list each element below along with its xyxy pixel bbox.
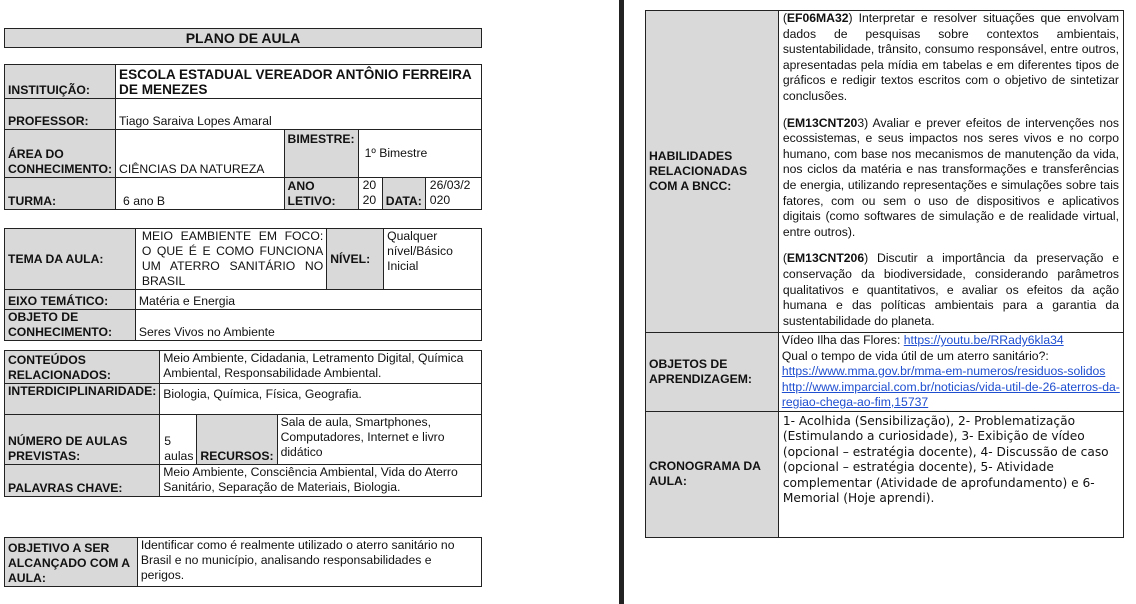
objetivo-label: OBJETIVO A SER ALCANÇADO COM A AULA: (5, 538, 138, 587)
habilidade-code: EF06MA32 (786, 11, 849, 25)
conteudos-value: Meio Ambiente, Cidadania, Letramento Digital, Química Ambiental, Responsabilidade Ambiental. (160, 351, 482, 384)
habilidade-text: ) Interpretar e resolver situações que envolvam dados de pesquisas sobre contextos ambientais, sustentabilidade, trânsito, consumo responsável, entre outros, apresentadas pela mídia em tabelas e em diferentes tipos de gráficos e redigir textos escritos com o objetivo de sintetizar conclusões. (782, 11, 1119, 103)
cronograma-label: CRONOGRAMA DA AULA: (646, 411, 779, 537)
area-value: CIÊNCIAS DA NATUREZA (116, 130, 285, 178)
question-text: Qual o tempo de vida útil de um aterro sanitário?: (781, 348, 1049, 363)
recursos-value: Sala de aula, Smartphones, Computadores, Internet e livro didático (277, 415, 481, 465)
professor-label: PROFESSOR: (5, 99, 116, 130)
header-info-table (4, 64, 482, 210)
turma-value: 6 ano B (116, 178, 285, 210)
page-title: PLANO DE AULA (4, 28, 482, 48)
interdisciplinaridade-value: Biologia, Química, Física, Geografia. (160, 384, 482, 415)
conteudos-table (4, 350, 482, 497)
data-value: 26/03/2020 (425, 178, 481, 210)
professor-value: Tiago Saraiva Lopes Amaral (116, 99, 482, 130)
ano-letivo-value: 2020 (358, 178, 382, 210)
objetos-aprendizagem-value (778, 333, 1123, 412)
video-link[interactable]: https://youtu.be/RRady6kla34 (903, 333, 1064, 347)
habilidade-text: ) Avaliar e prever efeitos de intervenções nos ecossistemas, e seus impactos nos seres vivos e no corpo humano, com base nos mecanismos de manutenção da vida, nos ciclos da matéria e nas transformações e transferências de energia, utilizando representações e simulações sobre tais fatores, com ou sem o uso de dispositivos e aplicativos digitais (como softwares de simulação e de realidade virtual, entre outros). (782, 115, 1119, 239)
interdisciplinaridade-label: INTERDICIPLINARIDADE: (5, 384, 160, 415)
tema-value: MEIO EAMBIENTE EM FOCO: O QUE É E COMO FUNCIONA UM ATERRO SANITÁRIO NO BRASIL (135, 229, 326, 290)
data-label: DATA: (382, 178, 425, 210)
ano-letivo-label: ANO LETIVO: (284, 178, 358, 210)
objeto-value: Seres Vivos no Ambiente (135, 310, 481, 341)
conteudos-label: CONTEÚDOS RELACIONADOS: (5, 351, 160, 384)
num-aulas-label: NÚMERO DE AULAS PREVISTAS: (5, 415, 160, 465)
imparcial-link[interactable]: http://www.imparcial.com.br/noticias/vida-util-de-26-aterros-da-regiao-chega-ao-fim,15737 (781, 379, 1120, 409)
palavras-label: PALAVRAS CHAVE: (5, 465, 160, 497)
num-aulas-value: 5 aulas (160, 415, 197, 465)
tema-label: TEMA DA AULA: (5, 229, 136, 290)
area-label: ÁREA DO CONHECIMENTO: (5, 130, 116, 178)
mma-link[interactable]: https://www.mma.gov.br/mma-em-numeros/residuos-solidos (781, 364, 1106, 378)
bimestre-label: BIMESTRE: (284, 130, 358, 178)
eixo-value: Matéria e Energia (135, 290, 481, 310)
cronograma-value: 1- Acolhida (Sensibilização), 2- Problematização (Estimulando a curiosidade), 3- Exibição de vídeo (opcional – estratégia docente), 4- Discussão de caso (opcional – estratégia docente), 5- Atividade complementar (Atividade de aprofundamento) e 6- Memorial (Hoje aprendi). (778, 411, 1123, 537)
bimestre-value: 1º Bimestre (358, 130, 481, 178)
tema-table (4, 228, 482, 341)
recursos-label: RECURSOS: (197, 415, 277, 465)
instituicao-value: ESCOLA ESTADUAL VEREADOR ANTÔNIO FERREIRA DE MENEZES (116, 65, 482, 99)
turma-label: TURMA: (5, 178, 116, 210)
page-divider (619, 0, 624, 604)
habilidade-code: EM13CNT206 (786, 251, 865, 266)
instituicao-label: INSTITUIÇÃO: (5, 65, 116, 99)
habilidade-text: ) Discutir a importância da preservação e conservação da biodiversidade, considerando parâmetros qualitativos e quantitativos, e avaliar os efeitos da ação humana e das políticas ambientais para a garantia da sustentabilidade do planeta. (782, 251, 1119, 328)
habilidade-code: EM13CNT20 (786, 115, 858, 130)
objetivo-table (4, 537, 482, 587)
habilidade-code-tail: 3 (857, 115, 865, 130)
nivel-label: NÍVEL: (327, 229, 384, 290)
habilidades-label: HABILIDADES RELACIONADAS COM A BNCC: (646, 11, 779, 333)
nivel-value: Qualquer nível/Básico Inicial (384, 229, 482, 290)
palavras-value: Meio Ambiente, Consciência Ambiental, Vida do Aterro Sanitário, Separação de Materiais, Biologia. (160, 465, 482, 497)
habilidades-value (778, 11, 1123, 333)
objetos-aprendizagem-label: OBJETOS DE APRENDIZAGEM: (646, 333, 779, 412)
objetivo-value: Identificar como é realmente utilizado o aterro sanitário no Brasil e no município, analisando responsabilidades e perigos. (137, 538, 481, 587)
habilidade-item: (EM13CNT206) Discutir a importância da preservação e conservação da biodiversidade, considerando parâmetros qualitativos e quantitativos, e avaliar os efeitos da ação humana e das políticas ambientais para a garantia da sustentabilidade do planeta. (782, 251, 1119, 328)
eixo-label: EIXO TEMÁTICO: (5, 290, 136, 310)
bncc-table (645, 10, 1124, 538)
habilidade-item: (EF06MA32) Interpretar e resolver situações que envolvam dados de pesquisas sobre contextos ambientais, sustentabilidade, trânsito, consumo responsável, entre outros, apresentadas pela mídia em tabelas e em diferentes tipos de gráficos e redigir textos escritos com o objetivo de sintetizar conclusões. (782, 11, 1119, 103)
habilidade-item: (EM13CNT203) Avaliar e prever efeitos de intervenções nos ecossistemas, e seus impactos nos seres vivos e no corpo humano, com base nos mecanismos de manutenção da vida, nos ciclos da matéria e nas transformações e transferências de energia, utilizando representações e simulações sobre tais fatores, com ou sem o uso de dispositivos e aplicativos digitais (como softwares de simulação e de realidade virtual, entre outros). (782, 115, 1119, 239)
objeto-label: OBJETO DE CONHECIMENTO: (5, 310, 136, 341)
video-label: Vídeo Ilha das Flores: (781, 333, 904, 347)
